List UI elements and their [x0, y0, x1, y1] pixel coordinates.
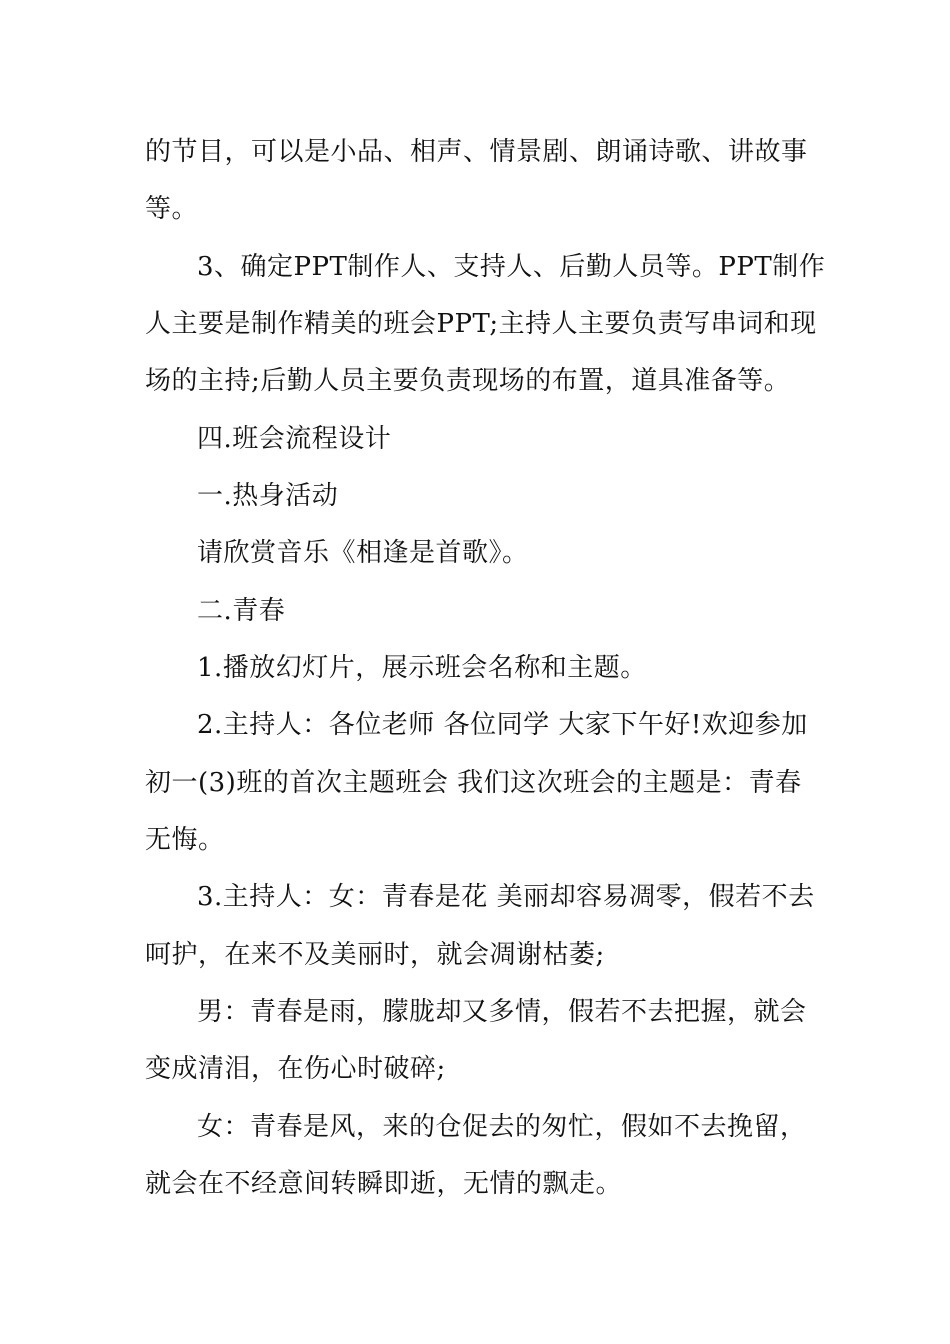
text-line: 2.主持人：各位老师 各位同学 大家下午好!欢迎参加: [197, 710, 808, 740]
text-line: 就会在不经意间转瞬即逝，无情的飘走。: [145, 1169, 623, 1199]
text-line: 请欣赏音乐《相逢是首歌》。: [197, 538, 529, 568]
text-line: 女：青春是风，来的仓促去的匆忙，假如不去挽留，: [197, 1112, 807, 1142]
text-line: 人主要是制作精美的班会PPT;主持人主要负责写串词和现: [145, 309, 817, 339]
text-line: 男：青春是雨，朦胧却又多情，假若不去把握，就会: [197, 997, 807, 1027]
text-line: 呵护，在来不及美丽时，就会凋谢枯萎;: [145, 940, 605, 970]
text-line: 3、确定PPT制作人、支持人、后勤人员等。PPT制作: [197, 252, 826, 282]
text-line: 初一(3)班的首次主题班会 我们这次班会的主题是：青春: [145, 768, 802, 798]
text-line: 无悔。: [145, 825, 225, 855]
text-line: 1.播放幻灯片，展示班会名称和主题。: [197, 653, 647, 683]
section-heading: 一.热身活动: [197, 481, 339, 511]
section-heading: 二.青春: [197, 596, 286, 626]
text-line: 的节目，可以是小品、相声、情景剧、朗诵诗歌、讲故事: [145, 137, 808, 167]
text-line: 3.主持人：女：青春是花 美丽却容易凋零，假若不去: [197, 882, 815, 912]
text-line: 变成清泪，在伤心时破碎;: [145, 1054, 446, 1084]
section-heading: 四.班会流程设计: [197, 424, 392, 454]
text-line: 场的主持;后勤人员主要负责现场的布置，道具准备等。: [145, 366, 791, 396]
text-line: 等。: [145, 194, 199, 224]
